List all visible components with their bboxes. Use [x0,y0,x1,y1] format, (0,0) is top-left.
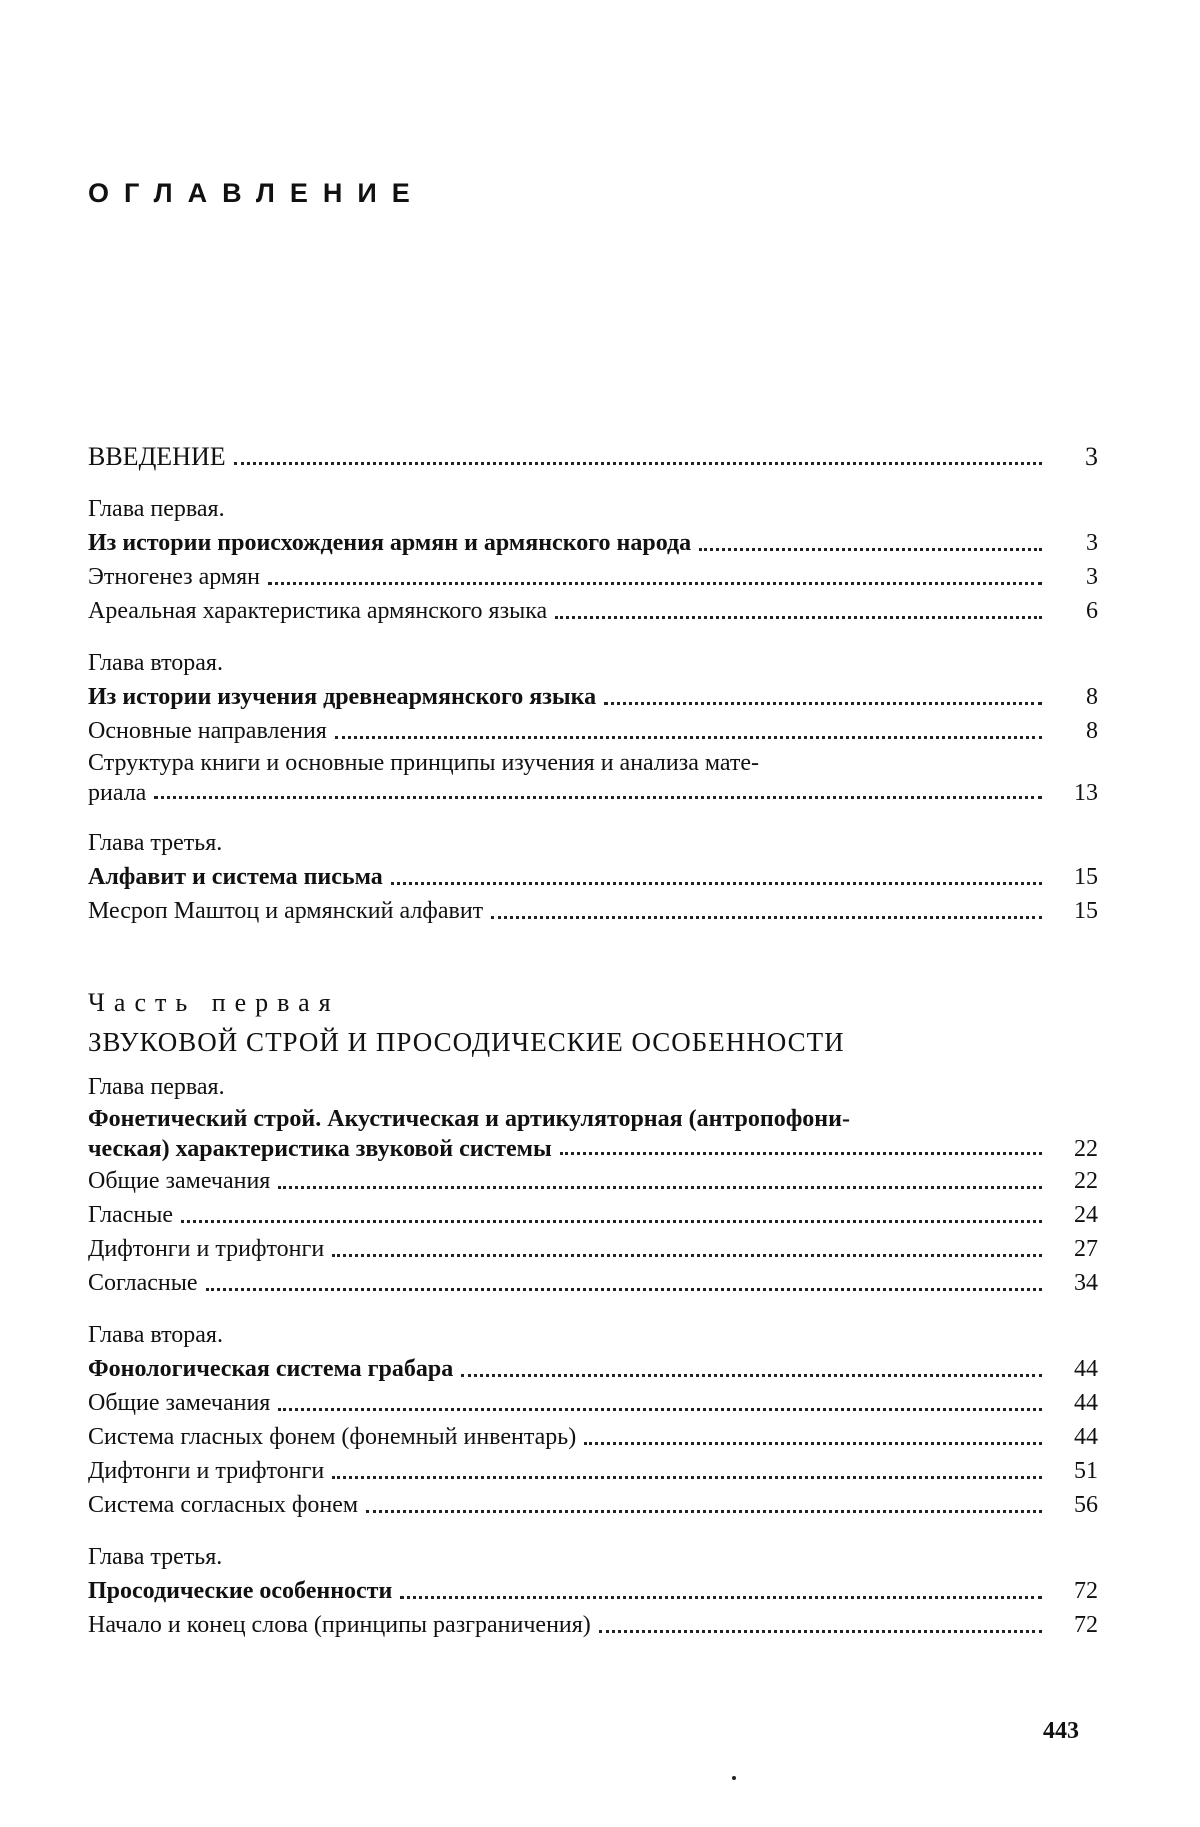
entry-title: Общие замечания [88,1168,271,1194]
entry-title: Алфавит и система письма [88,864,383,890]
toc-entry-chapter[interactable] [88,680,1098,714]
dot-leader [555,616,1042,619]
entry-page: 3 [1085,442,1098,471]
dot-leader [391,882,1042,885]
page-number: 443 [1043,1718,1079,1744]
toc-entry-section[interactable] [88,894,1098,928]
entry-page: 3 [1086,530,1098,556]
dot-leader [599,1630,1042,1633]
toc-entry-section[interactable] [88,1198,1098,1232]
dot-leader [278,1408,1042,1411]
toc-entry-section-wrapped[interactable] [88,748,1098,808]
dot-leader [400,1596,1042,1599]
chapter-label: Глава вторая. [88,1322,223,1348]
entry-title: Гласные [88,1202,173,1228]
table-of-contents [88,440,1098,1642]
toc-entry-section[interactable] [88,1164,1098,1198]
dot-leader [461,1374,1042,1377]
dot-leader [332,1476,1042,1479]
entry-title-block [88,748,1052,808]
dot-leader [206,1288,1042,1291]
entry-title: Согласные [88,1270,198,1296]
toc-entry-section[interactable] [88,1454,1098,1488]
page-heading: ОГЛАВЛЕНИЕ [88,178,425,208]
dot-leader [234,462,1042,465]
entry-title: Основные направления [88,718,327,744]
entry-title: Дифтонги и трифтонги [88,1458,325,1484]
entry-page: 72 [1074,1612,1098,1638]
toc-entry-intro[interactable] [88,440,1098,474]
chapter-label: Глава третья. [88,830,223,856]
toc-entry-section[interactable] [88,714,1098,748]
chapter-label: Глава первая. [88,496,225,522]
entry-page: 51 [1074,1458,1098,1484]
dot-leader [268,582,1042,585]
toc-entry-section[interactable] [88,594,1098,628]
toc-entry-section[interactable] [88,1420,1098,1454]
toc-entry-chapter[interactable] [88,1574,1098,1608]
chapter-label: Глава первая. [88,1074,225,1100]
entry-page: 56 [1074,1492,1098,1518]
entry-title: Система согласных фонем [88,1492,359,1518]
chapter-label: Глава вторая. [88,650,223,676]
entry-title: Просодические особенности [88,1578,393,1604]
entry-title: Дифтонги и трифтонги [88,1236,325,1262]
toc-entry-section[interactable] [88,1266,1098,1300]
dot-leader [604,702,1042,705]
entry-page: 27 [1074,1236,1098,1262]
entry-title-block [88,1104,1052,1164]
dot-leader [154,796,1042,799]
dot-leader [699,548,1042,551]
chapter-label: Глава третья. [88,1544,223,1570]
toc-entry-chapter[interactable] [88,860,1098,894]
toc-entry-section[interactable] [88,1232,1098,1266]
toc-entry-section[interactable] [88,560,1098,594]
dot-leader [278,1186,1042,1189]
entry-page: 44 [1074,1356,1098,1382]
entry-title: Месроп Маштоц и армянский алфавит [88,898,484,924]
dot-leader [366,1510,1042,1513]
entry-page: 3 [1086,564,1098,590]
entry-title-line: риала [88,780,147,806]
entry-page: 24 [1074,1202,1098,1228]
part-title: ЗВУКОВОЙ СТРОЙ И ПРОСОДИЧЕСКИЕ ОСОБЕННОСТИ [88,1027,845,1057]
entry-page: 6 [1086,598,1098,624]
part-label: Часть первая [88,988,340,1017]
entry-title-lastline [88,1134,1052,1164]
entry-page: 15 [1074,864,1098,890]
entry-title: Этногенез армян [88,564,260,590]
toc-entry-section[interactable] [88,1488,1098,1522]
entry-title: Из истории изучения древнеармянского языка [88,684,597,710]
entry-title: Из истории происхождения армян и армянского народа [88,530,692,556]
entry-page: 44 [1074,1390,1098,1416]
entry-page: 8 [1086,684,1098,710]
print-speck [732,1776,736,1780]
entry-title-line: ческая) характеристика звуковой системы [88,1136,552,1162]
entry-title: Ареальная характеристика армянского языка [88,598,548,624]
entry-title: Фонологическая система грабара [88,1356,454,1382]
entry-page: 15 [1074,898,1098,924]
entry-title: Общие замечания [88,1390,271,1416]
toc-entry-section[interactable] [88,1608,1098,1642]
entry-title: Система гласных фонем (фонемный инвентарь) [88,1424,577,1450]
entry-title-line: Структура книги и основные принципы изучения и анализа мате- [88,750,760,776]
toc-entry-chapter-wrapped[interactable] [88,1104,1098,1164]
entry-title-line: Фонетический строй. Акустическая и артикуляторная (антропофони- [88,1106,850,1132]
toc-entry-chapter[interactable] [88,526,1098,560]
entry-page: 22 [1074,1168,1098,1194]
entry-title: Начало и конец слова (принципы разграничения) [88,1612,591,1638]
entry-page: 72 [1074,1578,1098,1604]
entry-page: 8 [1086,718,1098,744]
dot-leader [332,1254,1042,1257]
dot-leader [491,916,1042,919]
entry-page: 13 [1074,780,1098,806]
entry-title: ВВЕДЕНИЕ [88,442,226,471]
toc-entry-section[interactable] [88,1386,1098,1420]
dot-leader [584,1442,1042,1445]
entry-page: 34 [1074,1270,1098,1296]
toc-entry-chapter[interactable] [88,1352,1098,1386]
entry-page: 22 [1074,1136,1098,1162]
entry-page: 44 [1074,1424,1098,1450]
dot-leader [560,1152,1042,1155]
dot-leader [335,736,1042,739]
entry-title-lastline [88,778,1052,808]
dot-leader [181,1220,1042,1223]
